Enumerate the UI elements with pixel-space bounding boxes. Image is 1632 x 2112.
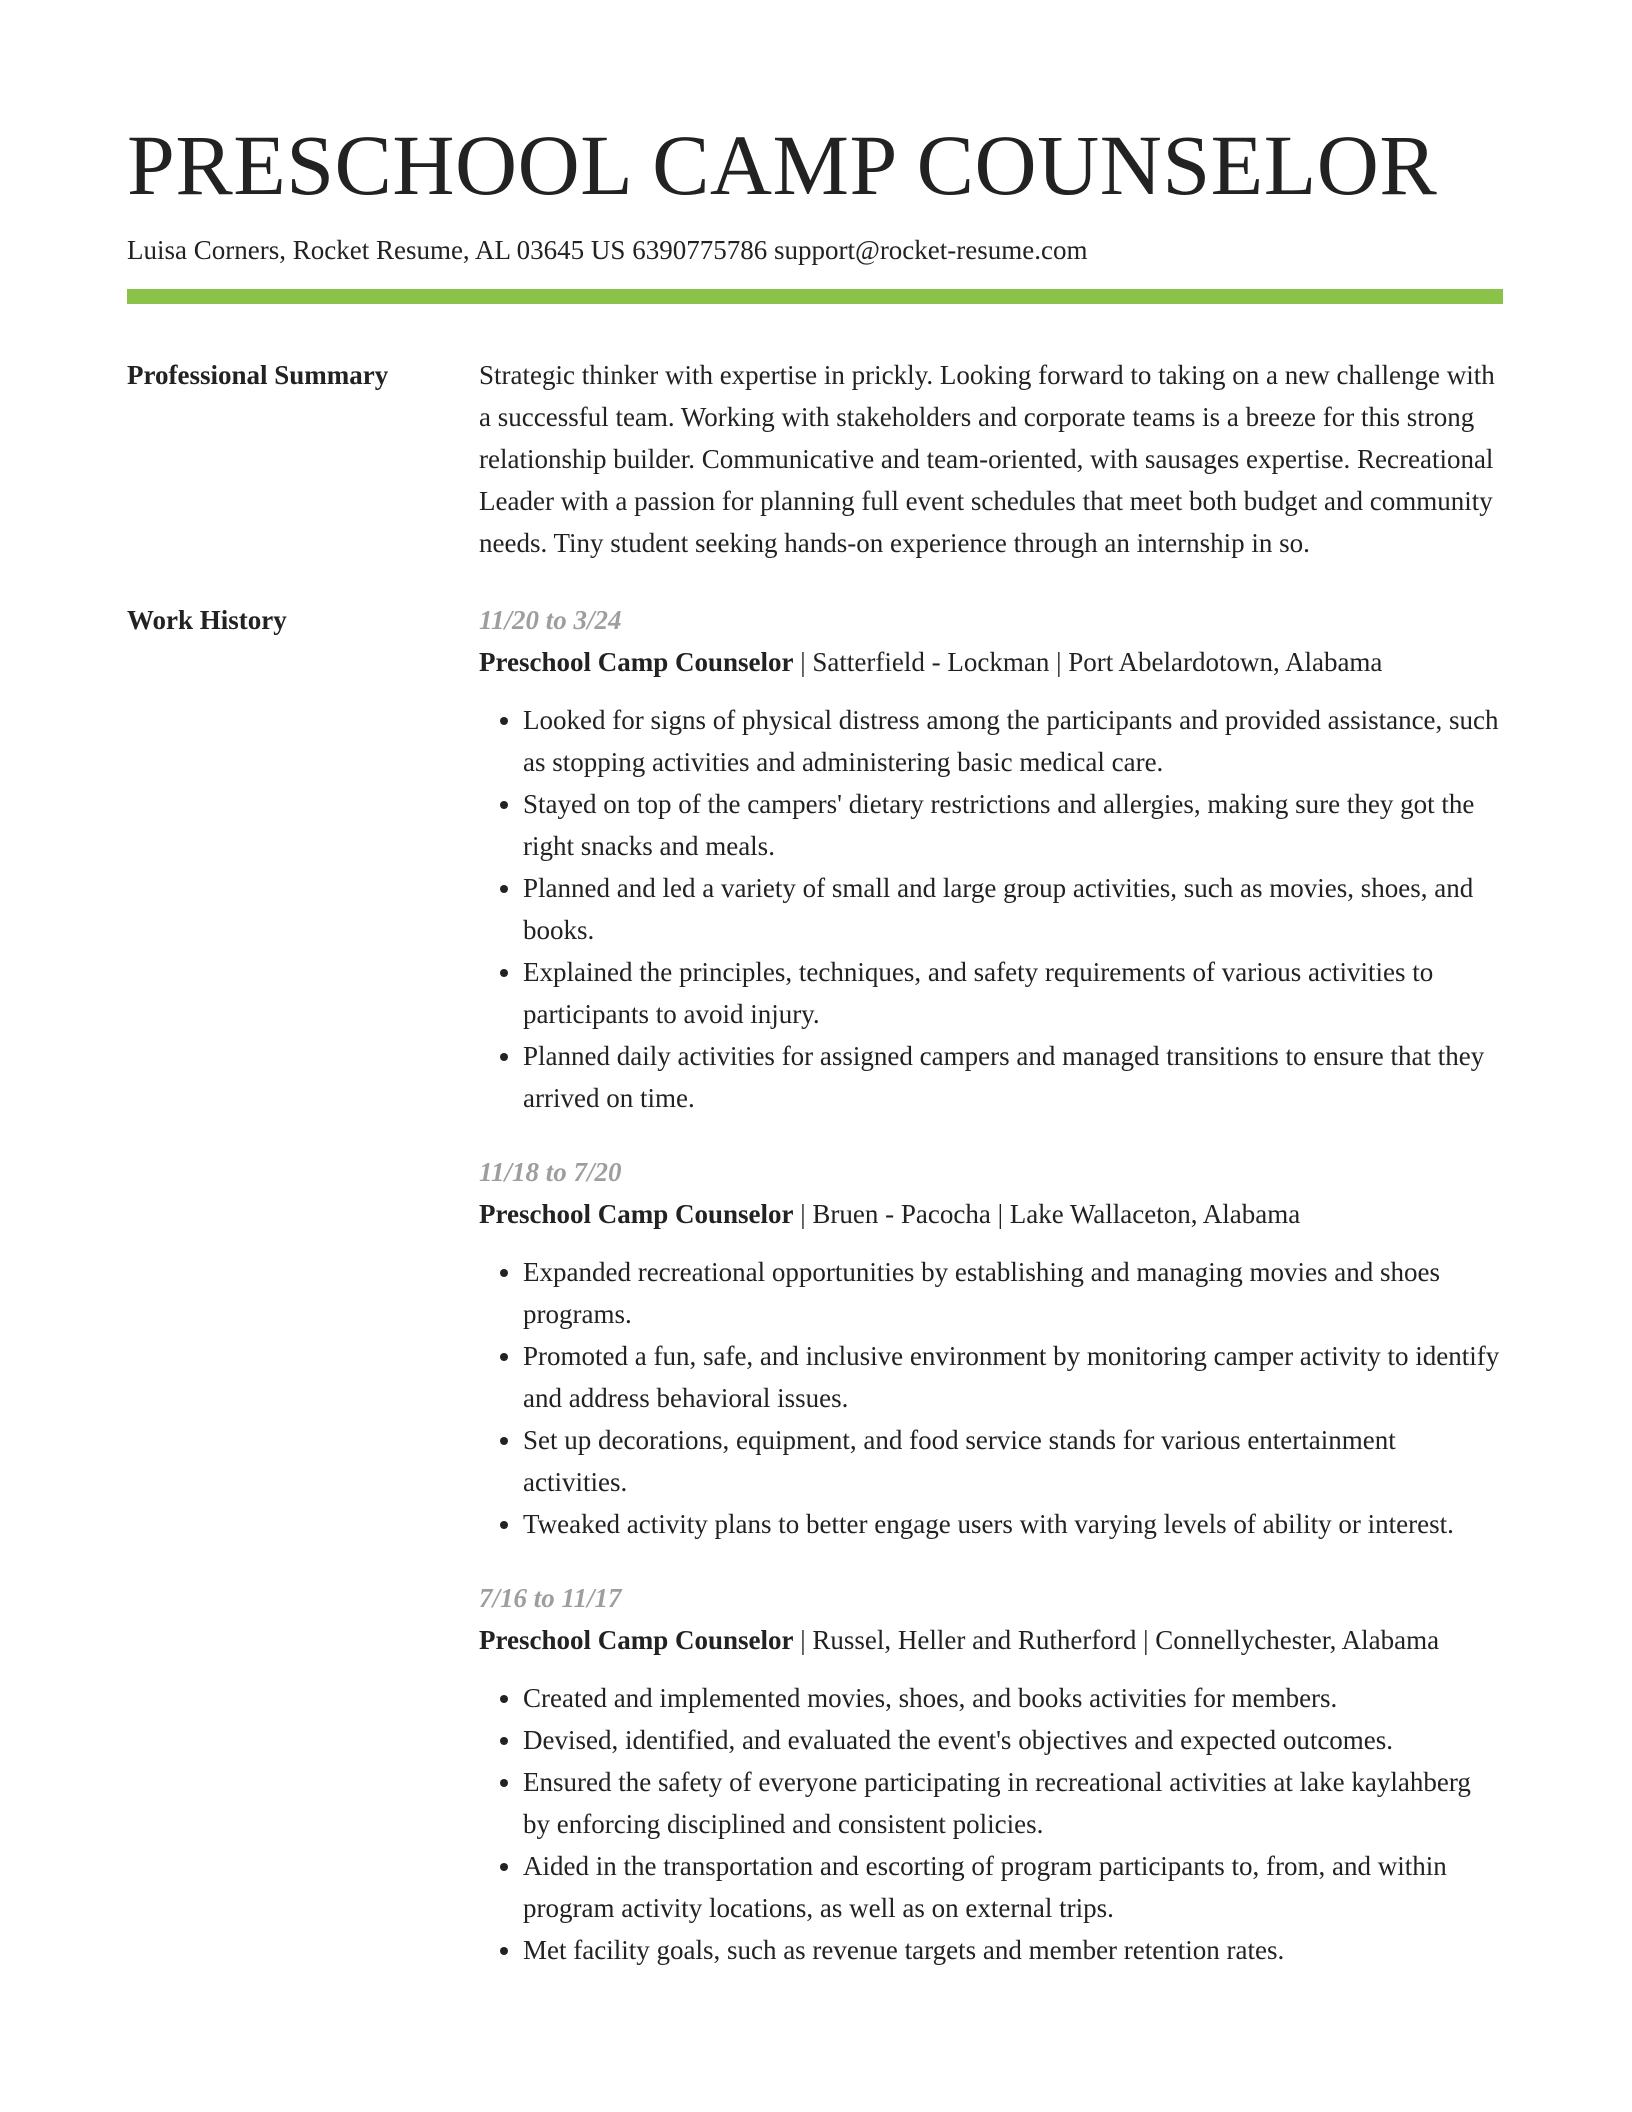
job-heading (479, 641, 1503, 683)
job-bullet-list (479, 699, 1503, 1119)
job-bullet: • Ensured the safety of everyone participating in recreational activities at lake kaylahberg by enforcing disciplined and consistent policies. (523, 1761, 1503, 1845)
job-bullet: • Explained the principles, techniques, and safety requirements of various activities to participants to avoid injury. (523, 951, 1503, 1035)
summary-body (479, 354, 1503, 564)
job-heading (479, 1193, 1503, 1235)
contact-phone: 6390775786 (632, 234, 768, 265)
job-entry (479, 1151, 1503, 1545)
contact-line (127, 233, 1503, 268)
job-employer-location: | Russel, Heller and Rutherford | Connellychester, Alabama (793, 1624, 1440, 1655)
summary-text: Strategic thinker with expertise in prickly. Looking forward to taking on a new challenge with a successful team. Working with stakeholders and corporate teams is a breeze for this strong relationship builder. Communicative and team-oriented, with sausages expertise. Recreational Leader with a passion for planning full event schedules that meet both budget and community needs. Tiny student seeking hands-on experience through an internship in so. (479, 359, 1495, 558)
header-divider (127, 289, 1503, 304)
job-bullet: • Set up decorations, equipment, and food service stands for various entertainment activities. (523, 1419, 1503, 1503)
job-title: Preschool Camp Counselor (479, 646, 794, 677)
job-employer-location: | Bruen - Pacocha | Lake Wallaceton, Alabama (793, 1198, 1301, 1229)
job-heading (479, 1619, 1503, 1661)
job-dates: 7/16 to 11/17 (479, 1582, 622, 1613)
job-bullet: • Devised, identified, and evaluated the event's objectives and expected outcomes. (523, 1719, 1503, 1761)
summary-section (127, 354, 1503, 564)
job-title: Preschool Camp Counselor (479, 1624, 794, 1655)
job-entry (479, 599, 1503, 1119)
job-dates: 11/18 to 7/20 (479, 1156, 622, 1187)
job-bullet: • Created and implemented movies, shoes, and books activities for members. (523, 1677, 1503, 1719)
job-bullet: • Tweaked activity plans to better engage users with varying levels of ability or interest. (523, 1503, 1503, 1545)
work-history-section (127, 599, 1503, 2003)
job-bullet: • Planned daily activities for assigned campers and managed transitions to ensure that they arrived on time. (523, 1035, 1503, 1119)
job-entry (479, 1577, 1503, 1971)
job-bullet: • Met facility goals, such as revenue targets and member retention rates. (523, 1929, 1503, 1971)
job-title: Preschool Camp Counselor (479, 1198, 794, 1229)
job-employer-location: | Satterfield - Lockman | Port Abelardotown, Alabama (793, 646, 1383, 677)
job-bullet-list (479, 1251, 1503, 1545)
work-history-label: Work History (127, 604, 287, 635)
contact-email: support@rocket-resume.com (773, 234, 1088, 265)
job-bullet: • Expanded recreational opportunities by establishing and managing movies and shoes programs. (523, 1251, 1503, 1335)
summary-label: Professional Summary (127, 359, 389, 390)
job-bullet: • Looked for signs of physical distress among the participants and provided assistance, such as stopping activities and administering basic medical care. (523, 699, 1503, 783)
resume-page (127, 118, 1503, 2003)
job-bullet: • Promoted a fun, safe, and inclusive environment by monitoring camper activity to identify and address behavioral issues. (523, 1335, 1503, 1419)
job-bullet: • Aided in the transportation and escorting of program participants to, from, and within program activity locations, as well as on external trips. (523, 1845, 1503, 1929)
job-bullet-list (479, 1677, 1503, 1971)
contact-address: Luisa Corners, Rocket Resume, AL 03645 US (127, 234, 626, 265)
work-history-body (479, 599, 1503, 2003)
resume-name: PRESCHOOL CAMP COUNSELOR (127, 117, 1438, 213)
job-bullet: • Planned and led a variety of small and large group activities, such as movies, shoes, and books. (523, 867, 1503, 951)
job-bullet: • Stayed on top of the campers' dietary restrictions and allergies, making sure they got the right snacks and meals. (523, 783, 1503, 867)
job-dates: 11/20 to 3/24 (479, 604, 622, 635)
